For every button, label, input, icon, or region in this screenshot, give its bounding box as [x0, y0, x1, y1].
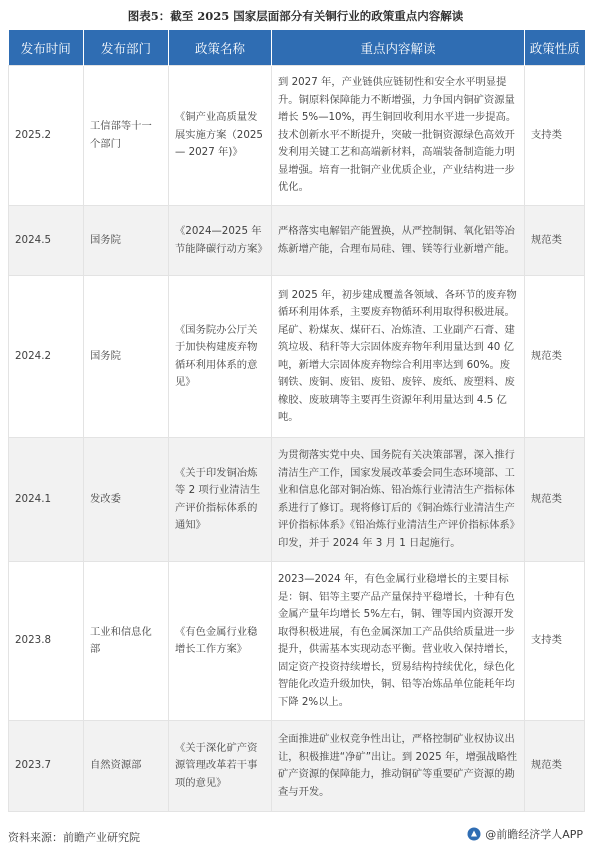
cell-policy-name: 《2024—2025 年节能降碳行动方案》: [169, 206, 272, 276]
cell-policy-type: 规范类: [525, 438, 585, 562]
cell-policy-name: 《铜产业高质量发展实施方案（2025 — 2027 年)》: [169, 66, 272, 206]
cell-key-content: 全面推进矿业权竞争性出让，严格控制矿业权协议出让，积极推进“净矿”出让。到 2025 年，增强战略性矿产资源的保障能力，推动铜矿等重要矿产资源的勘查与开发。: [272, 721, 525, 812]
table-row: [9, 721, 585, 812]
cell-key-content: 严格落实电解铝产能置换，从严控制铜、氧化铝等冶炼新增产能，合理布局硅、锂、镁等行业新增产能。: [272, 206, 525, 276]
brand-label: @前瞻经济学人APP: [485, 828, 583, 841]
header-date: 发布时间: [9, 30, 84, 66]
cell-department: 国务院: [84, 206, 169, 276]
policy-table: [8, 30, 585, 812]
cell-policy-type: 支持类: [525, 562, 585, 721]
brand-attribution: [467, 826, 583, 842]
table-title: 图表5：截至 2025 国家层面部分有关铜行业的政策重点内容解读: [127, 9, 464, 23]
cell-key-content: 2023—2024 年，有色金属行业稳增长的主要目标是：铜、铝等主要产品产量保持平稳增长，十种有色金属产量年均增长 5%左右，铜、锂等国内资源开发取得积极进展，有色金属深加工产品供给质量进一步提升，供需基本实现动态平衡。营业收入保持增长，固定资产投资持续增长，贸易结构持续优化，绿色化智能化改造升级加快，铜、铅等冶炼品单位能耗年均下降 2%以上。: [272, 562, 525, 721]
table-row: [9, 562, 585, 721]
header-key-content: 重点内容解读: [272, 30, 525, 66]
table-row: [9, 276, 585, 438]
table-row: [9, 206, 585, 276]
table-row: [9, 438, 585, 562]
table-row: [9, 66, 585, 206]
cell-date: 2024.1: [9, 438, 84, 562]
cell-date: 2023.8: [9, 562, 84, 721]
cell-key-content: 到 2025 年，初步建成覆盖各领域、各环节的废弃物循环利用体系，主要废弃物循环利用取得积极进展。尾矿、粉煤灰、煤矸石、冶炼渣、工业副产石膏、建筑垃圾、秸秆等大宗固体废弃物年利用量达到 40 亿吨，新增大宗固体废弃物综合利用率达到 60%。废钢铁、废铜、废铝、废铅、废锌、废纸、废塑料、废橡胶、废玻璃等主要再生资源年利用量达到 4.5 亿吨。: [272, 276, 525, 438]
cell-department: 工信部等十一个部门: [84, 66, 169, 206]
cell-policy-name: 《国务院办公厅关于加快构建废弃物循环利用体系的意见》: [169, 276, 272, 438]
cell-department: 国务院: [84, 276, 169, 438]
cell-policy-type: 规范类: [525, 721, 585, 812]
cell-date: 2024.2: [9, 276, 84, 438]
header-policy-type: 政策性质: [525, 30, 585, 66]
cell-policy-name: 《有色金属行业稳增长工作方案》: [169, 562, 272, 721]
cell-policy-name: 《关于深化矿产资源管理改革若干事项的意见》: [169, 721, 272, 812]
cell-date: 2023.7: [9, 721, 84, 812]
cell-policy-name: 《关于印发铜冶炼等 2 项行业清洁生产评价指标体系的通知》: [169, 438, 272, 562]
header-policy-name: 政策名称: [169, 30, 272, 66]
cell-date: 2025.2: [9, 66, 84, 206]
cell-policy-type: 支持类: [525, 66, 585, 206]
cell-policy-type: 规范类: [525, 276, 585, 438]
cell-key-content: 到 2027 年，产业链供应链韧性和安全水平明显提升。铜原料保障能力不断增强，力争国内铜矿资源量增长 5%—10%，再生铜回收利用水平进一步提高。技术创新水平不断提升，突破一批铜资源绿色高效开发利用关键工艺和高端新材料，高端装备制造能力明显增强。培育一批铜产业优质企业，产业结构进一步优化。: [272, 66, 525, 206]
table-header-row: [9, 30, 585, 66]
cell-policy-type: 规范类: [525, 206, 585, 276]
source-note: 资料来源：前瞻产业研究院: [8, 831, 140, 844]
cell-date: 2024.5: [9, 206, 84, 276]
qianzhan-logo-icon: [467, 827, 481, 841]
header-department: 发布部门: [84, 30, 169, 66]
cell-department: 工业和信息化部: [84, 562, 169, 721]
cell-department: 发改委: [84, 438, 169, 562]
cell-department: 自然资源部: [84, 721, 169, 812]
cell-key-content: 为贯彻落实党中央、国务院有关决策部署，深入推行清洁生产工作，国家发展改革委会同生态环境部、工业和信息化部对铜冶炼、铅冶炼行业清洁生产指标体系进行了修订。现将修订后的《铜冶炼行业清洁生产评价指标体系》《铅冶炼行业清洁生产评价指标体系》印发，并于 2024 年 3 月 1 日起施行。: [272, 438, 525, 562]
